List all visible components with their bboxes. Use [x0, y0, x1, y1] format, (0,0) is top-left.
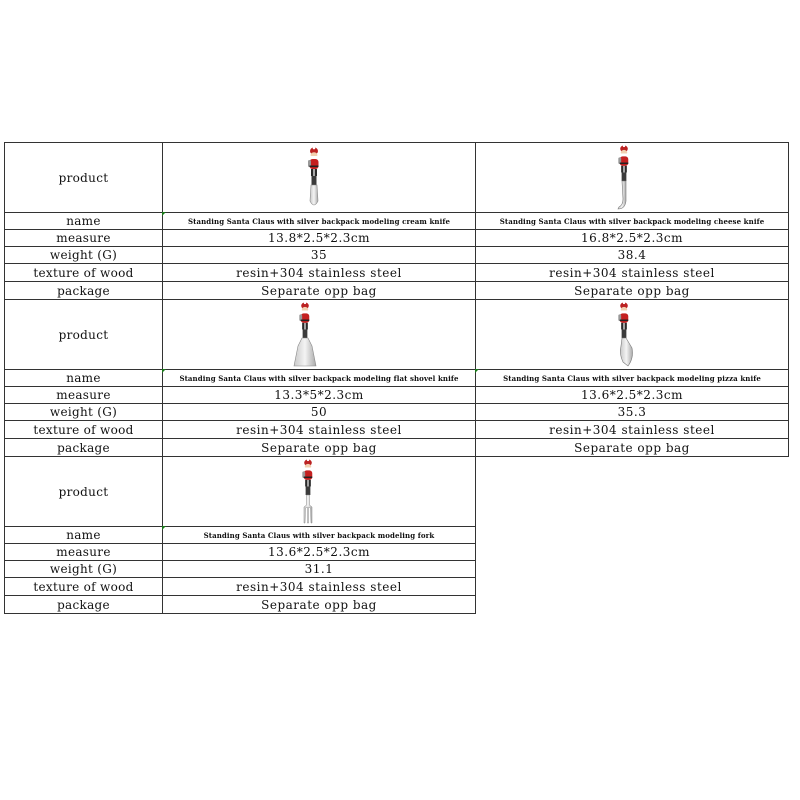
- product-texture: resin+304 stainless steel: [162, 263, 476, 282]
- weight-label: weight (G): [4, 560, 163, 578]
- package-label: package: [4, 595, 163, 614]
- comment-marker: [162, 526, 166, 530]
- texture-label: texture of wood: [4, 263, 163, 282]
- package-label: package: [4, 438, 163, 457]
- product-texture: resin+304 stainless steel: [162, 577, 476, 596]
- weight-label: weight (G): [4, 246, 163, 264]
- measure-label: measure: [4, 229, 163, 247]
- product-image-cell: [162, 299, 476, 370]
- product-name: Standing Santa Claus with silver backpack modeling flat shovel knife: [162, 369, 476, 387]
- product-measure: 13.6*2.5*2.3cm: [475, 386, 789, 404]
- name-label: name: [4, 369, 163, 387]
- product-label: product: [4, 299, 163, 370]
- product-weight: 38.4: [475, 246, 789, 264]
- name-label: name: [4, 526, 163, 544]
- flat-shovel-knife-icon: [290, 302, 320, 368]
- comment-marker: [475, 369, 479, 373]
- texture-label: texture of wood: [4, 577, 163, 596]
- product-image-cell: [162, 456, 476, 527]
- cream-knife-icon: [305, 147, 323, 207]
- product-package: Separate opp bag: [475, 281, 789, 300]
- product-label: product: [4, 142, 163, 213]
- product-measure: 16.8*2.5*2.3cm: [475, 229, 789, 247]
- product-image-cell: [162, 142, 476, 213]
- product-texture: resin+304 stainless steel: [475, 263, 789, 282]
- product-package: Separate opp bag: [162, 438, 476, 457]
- measure-label: measure: [4, 543, 163, 561]
- texture-label: texture of wood: [4, 420, 163, 439]
- product-package: Separate opp bag: [162, 595, 476, 614]
- product-measure: 13.8*2.5*2.3cm: [162, 229, 476, 247]
- product-label: product: [4, 456, 163, 527]
- product-name: Standing Santa Claus with silver backpack modeling pizza knife: [475, 369, 789, 387]
- product-weight: 35: [162, 246, 476, 264]
- product-texture: resin+304 stainless steel: [475, 420, 789, 439]
- pizza-knife-icon: [614, 302, 636, 368]
- weight-label: weight (G): [4, 403, 163, 421]
- cheese-knife-icon: [615, 145, 633, 211]
- comment-marker: [162, 212, 166, 216]
- package-label: package: [4, 281, 163, 300]
- product-name: Standing Santa Claus with silver backpack modeling fork: [162, 526, 476, 544]
- fork-icon: [298, 459, 318, 525]
- product-package: Separate opp bag: [475, 438, 789, 457]
- product-texture: resin+304 stainless steel: [162, 420, 476, 439]
- product-package: Separate opp bag: [162, 281, 476, 300]
- product-name: Standing Santa Claus with silver backpack modeling cheese knife: [475, 212, 789, 230]
- product-weight: 31.1: [162, 560, 476, 578]
- product-name: Standing Santa Claus with silver backpack modeling cream knife: [162, 212, 476, 230]
- measure-label: measure: [4, 386, 163, 404]
- name-label: name: [4, 212, 163, 230]
- product-image-cell: [475, 142, 789, 213]
- product-measure: 13.6*2.5*2.3cm: [162, 543, 476, 561]
- product-measure: 13.3*5*2.3cm: [162, 386, 476, 404]
- product-image-cell: [475, 299, 789, 370]
- comment-marker: [162, 369, 166, 373]
- product-weight: 50: [162, 403, 476, 421]
- product-weight: 35.3: [475, 403, 789, 421]
